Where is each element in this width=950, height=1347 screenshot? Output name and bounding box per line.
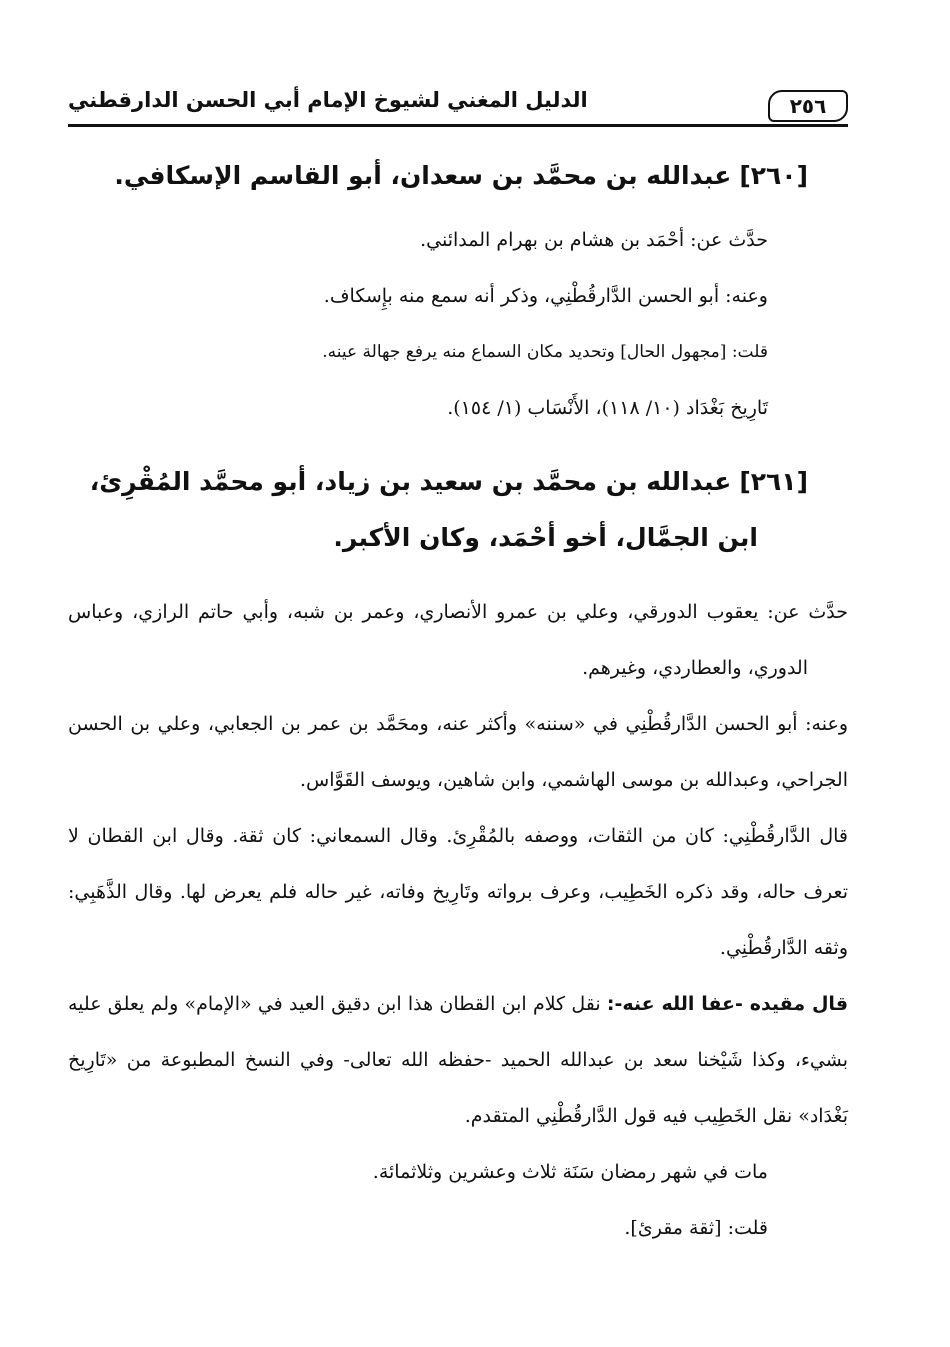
entry-title: عبدالله بن محمَّد بن سعدان، أبو القاسم الإسكافي. — [114, 161, 732, 190]
entry-heading-261 — [68, 454, 848, 510]
verdict: قلت: [مجهول الحال] وتحديد مكان السماع منه يرفع جهالة عينه. — [322, 342, 768, 362]
entry-heading-260 — [68, 148, 848, 204]
entry-title: عبدالله بن محمَّد بن سعيد بن زياد، أبو محمَّد المُقْرِئ، — [89, 467, 732, 496]
verdict: قلت: [ثقة مقرئ]. — [624, 1217, 768, 1239]
narrated-from: حدَّث عن: يعقوب الدورقي، وعلي بن عمرو الأنصاري، وعمر بن شبه، وأبي حاتم الرازي، وعباس الدوري، والعطاردي، وغيرهم. — [68, 601, 848, 679]
page-number: ٢٥٦ — [768, 90, 848, 122]
author-note — [68, 976, 848, 1144]
entry-number: [٢٦٠] — [739, 161, 808, 190]
entry-number: [٢٦١] — [739, 467, 808, 496]
death-date: مات في شهر رمضان سَنَة ثلاث وعشرين وثلاثمائة. — [372, 1161, 768, 1183]
author-note-text: نقل كلام ابن القطان هذا ابن دقيق العيد في «الإمام» ولم يعلق عليه بشيء، وكذا شَيْخنا سعد بن عبدالله الحميد -حفظه الله تعالى- وفي النسخ المطبوعة من «تَارِيخ بَغْدَاد» نقل الخَطِيب فيه قول الدَّارقُطْنِي المتقدم. — [68, 993, 848, 1127]
entry-heading-261-cont: ابن الجمَّال، أخو أحْمَد، وكان الأكبر. — [333, 523, 758, 552]
running-title: الدليل المغني لشيوخ الإمام أبي الحسن الدارقطني — [68, 88, 588, 112]
sources: تَارِيخ بَغْدَاد (١٠/ ١١٨)، الأَنْسَاب (١/ ١٥٤). — [447, 397, 768, 419]
scholar-opinions: قال الدَّارقُطْنِي: كان من الثقات، ووصفه بالمُقْرِئ. وقال السمعاني: كان ثقة. وقال ابن القطان لا تعرف حاله، وقد ذكره الخَطِيب، وعرف برواته وتَارِيخ وفاته، غير حاله فلم يعرض لها. وقال الذَّهَبِي: وثقه الدَّارقُطْنِي. — [68, 825, 848, 959]
book-page — [68, 70, 848, 1256]
narrators-from-him: وعنه: أبو الحسن الدَّارقُطْنِي في «سننه» وأكثر عنه، ومحَمَّد بن عمر بن الجعابي، وعلي بن الحسن الجراحي، وعبدالله بن موسى الهاشمي، وابن شاهين، ويوسف القَوَّاس. — [68, 713, 848, 791]
header-rule — [68, 124, 848, 127]
narrators-from-him: وعنه: أبو الحسن الدَّارقُطْنِي، وذكر أنه سمع منه بإِسكاف. — [323, 285, 768, 307]
page-header — [68, 70, 848, 126]
narrated-from: حدَّث عن: أحْمَد بن هشام بن بهرام المدائني. — [420, 229, 768, 251]
author-note-label: قال مقيده -عفا الله عنه-: — [606, 993, 849, 1015]
